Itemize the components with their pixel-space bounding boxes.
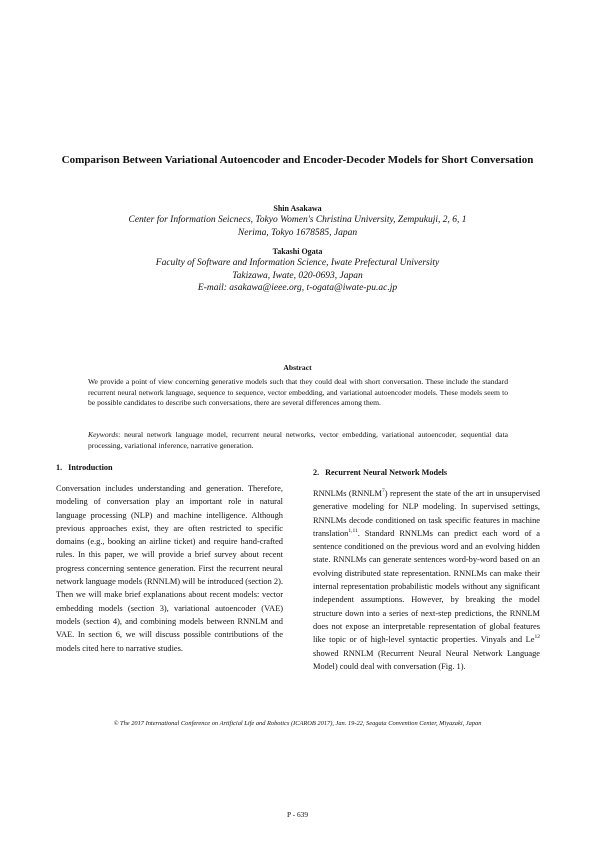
section-title: Recurrent Neural Network Models bbox=[325, 468, 448, 477]
right-column bbox=[313, 467, 540, 673]
author-affiliation: Nerima, Tokyo 1678585, Japan bbox=[237, 227, 358, 238]
author-email: E-mail: asakawa@ieee.org, t-ogata@iwate-pu.ac.jp bbox=[197, 283, 398, 293]
citation: 12 bbox=[534, 634, 540, 641]
keywords bbox=[88, 430, 508, 451]
author-block-2 bbox=[60, 246, 535, 295]
body-text: RNNLMs (RNNLM bbox=[313, 489, 382, 498]
citation: 1,11 bbox=[348, 528, 358, 535]
abstract-heading: Abstract bbox=[283, 363, 312, 372]
author-affiliation: Takizawa, Iwate, 020-0693, Japan bbox=[232, 270, 363, 281]
section-body bbox=[313, 487, 540, 673]
section-title: Introduction bbox=[68, 463, 113, 472]
abstract-text: We provide a point of view concerning generative models such that they could deal with short conversation. These include the standard recurrent neural network language, sequence to sequence, vector embedding, and variational autoencoder models. These models seem to be possible candidates to describe such conversations, there are several differences among them. bbox=[88, 377, 508, 408]
author-name: Takashi Ogata bbox=[272, 247, 323, 256]
author-name: Shin Asakawa bbox=[273, 204, 322, 213]
body-text: ) represent the state of the art in unsupervised generative modeling for NLP modeling. In supervised settings, RNNLMs decode conditioned on task specific features in machine translation bbox=[313, 489, 541, 538]
page-number: P - 639 bbox=[286, 810, 309, 819]
paper-title: Comparison Between Variational Autoencoder and Encoder-Decoder Models for Short Conversation bbox=[61, 154, 534, 166]
section-heading bbox=[313, 467, 540, 479]
section-body: Conversation includes understanding and generation. Therefore, modeling of conversation play an important role in natural language processing (NLP) and machine intelligence. Although previous approaches exist, they are often restricted to specific domains (e.g., booking an airline ticket) and require hand-crafted rules. In this paper, we will provide a brief survey about recent progress concerning sentence generation. First the recurrent neural network language models (RNNLM) will be introduced (section 2). Then we will make brief explanations about recent models: vector embedding models (section 3), variational autoencoder (VAE) models (section 4), and combining models between RNNLM and VAE. In section 6, we will discuss possible contributions of the models cited here to narrative studies. bbox=[56, 484, 283, 653]
body-text: . Standard RNNLMs can predict each word of a sentence conditioned on the previous word and an evolving hidden state. RNNLMs can generate sentences word-by-word based on an evolving distributed state representation. RNNLMs can make their internal representation probabilistic models without any significant independent assumptions. However, by breaking the model structure down into a series of next-step predictions, the RNNLM does not expose an interpretable representation of global features like topic or of high-level syntactic properties. Vinyals and Le bbox=[313, 528, 540, 645]
author-affiliation: Center for Information Seicnecs, Tokyo Women's Christina University, Zempukuji, 2, 6, 1 bbox=[128, 215, 467, 225]
left-column bbox=[56, 462, 283, 655]
section-number: 2. bbox=[313, 468, 320, 477]
citation: 7 bbox=[381, 488, 385, 495]
author-block-1 bbox=[60, 203, 535, 239]
keywords-text: : neural network language model, recurrent neural networks, vector embedding, variational autoencoder, sequential data processing, variational inference, narrative generation. bbox=[88, 430, 508, 450]
section-number: 1. bbox=[56, 463, 63, 472]
author-affiliation: Faculty of Software and Information Science, Iwate Prefectural University bbox=[155, 258, 440, 268]
keywords-label: Keywords bbox=[88, 430, 119, 439]
section-heading bbox=[56, 462, 283, 474]
body-text: showed RNNLM (Recurrent Neural Neural Network Language Model) could deal with conversation (Fig. 1). bbox=[313, 648, 540, 671]
conference-footer: © The 2017 International Conference on Artificial Life and Robotics (ICAROB 2017), Jan. 19-22, Seagaia Convention Center, Miyazaki, Japan bbox=[113, 720, 482, 727]
